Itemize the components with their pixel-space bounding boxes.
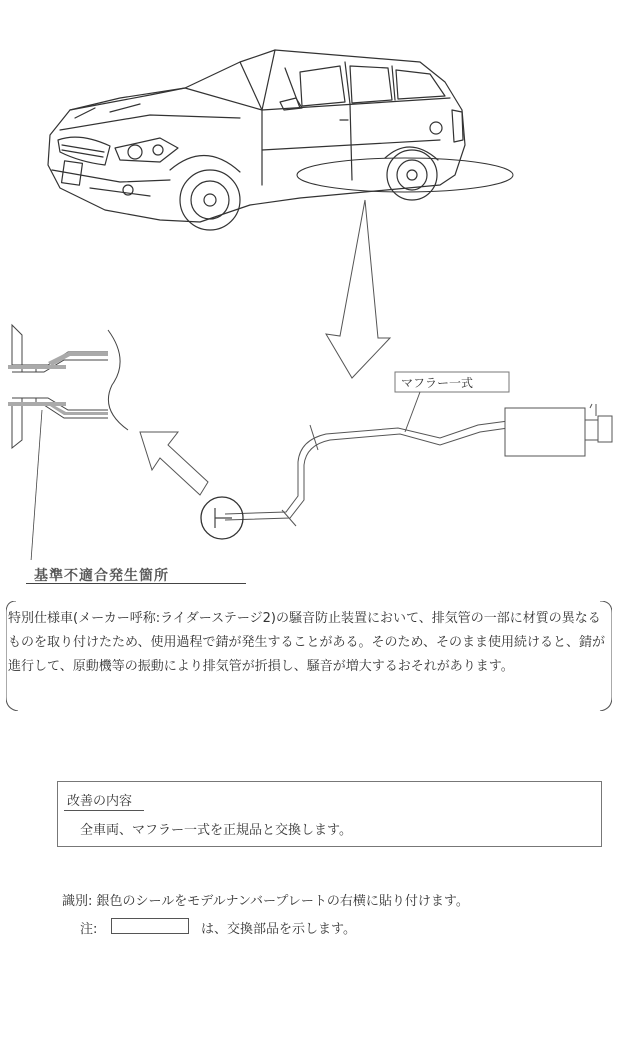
pipe-flange-detail-icon — [8, 325, 128, 560]
note-suffix: は、交換部品を示します。 — [201, 922, 356, 937]
improvement-title: 改善の内容 — [67, 794, 133, 809]
identification-text: 識別: 銀色のシールをモデルナンバープレートの右横に貼り付けます。 — [62, 894, 469, 909]
note-prefix: 注: — [80, 922, 98, 937]
fault-description: 特別仕様車(メーカー呼称:ライダーステージ2)の騒音防止装置において、排気管の一部に材質の異なるものを取り付けたため、使用過程で錆が発生することがある。そのため、そのまま使用続けると、錆が進行して、原動機等の振動により排気管が折損し、騒音が増大するおそれがあります。 — [8, 611, 605, 674]
exhaust-pipe-icon — [225, 421, 508, 526]
down-arrow-icon — [326, 200, 390, 378]
up-left-arrow-icon — [140, 432, 208, 495]
fault-location-label: 基準不適合発生箇所 — [34, 568, 169, 584]
improvement-title-underline — [64, 810, 144, 811]
replaced-part-legend-swatch — [111, 918, 189, 934]
station-wagon-car-icon — [48, 50, 513, 230]
improvement-box — [57, 781, 602, 847]
muffler-label: マフラー一式 — [401, 376, 474, 390]
improvement-body: 全車両、マフラー一式を正規品と交換します。 — [80, 823, 352, 838]
muffler-icon — [505, 404, 612, 456]
fault-location-underline — [26, 583, 246, 584]
